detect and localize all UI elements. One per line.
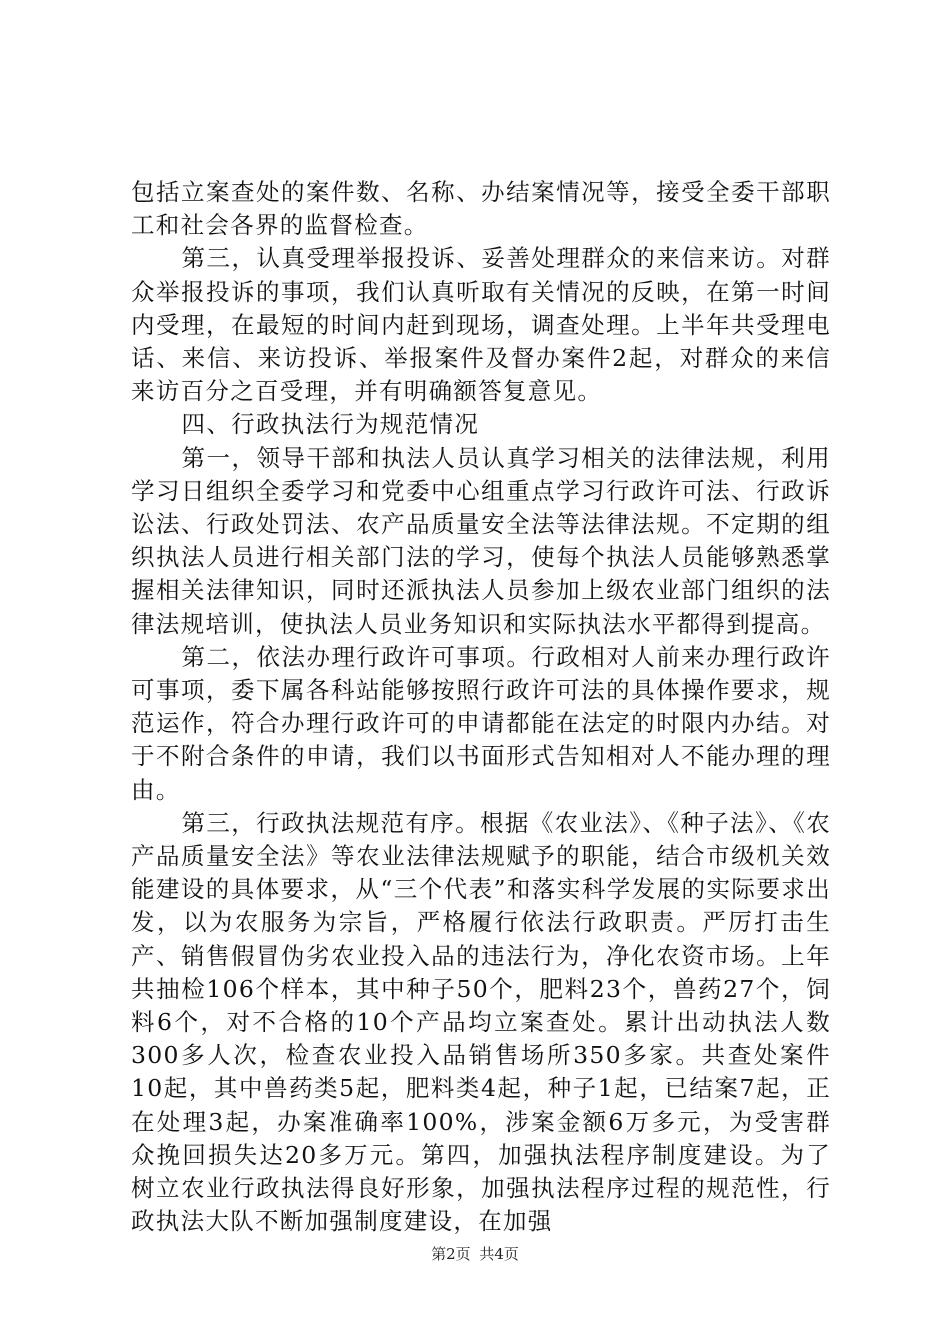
section-heading: 四、行政执法行为规范情况 xyxy=(181,410,480,439)
page-total: 共4页 xyxy=(479,1245,519,1263)
page-footer xyxy=(0,1243,950,1264)
paragraph-first-study: 第一，领导干部和执法人员认真学习相关的法律法规，利用学习日组织全委学习和党委中心组重点学习行政许可法、行政诉讼法、行政处罚法、农产品质量安全法等法律法规。不定期的组织执法人员进行相关部门法的学习，使每个执法人员能够熟悉掌握相关法律知识，同时还派执法人员参加上级农业部门组织的法律法规培训，使执法人员业务知识和实际执法水平都得到提高。 xyxy=(131,443,831,638)
page-number: 第2页 xyxy=(431,1245,471,1263)
paragraph-second-licensing: 第二，依法办理行政许可事项。行政相对人前来办理行政许可事项，委下属各科站能够按照行政许可法的具体操作要求，规范运作，符合办理行政许可的申请都能在法定的时限内办结。对于不附合条件的申请，我们以书面形式告知相对人不能办理的理由。 xyxy=(131,642,831,804)
paragraph-third-enforcement: 第三，行政执法规范有序。根据《农业法》、《种子法》、《农产品质量安全法》等农业法律法规赋予的职能，结合市级机关效能建设的具体要求，从“三个代表”和落实科学发展的实际要求出发，以为农服务为宗旨，严格履行依法行政职责。严厉打击生产、销售假冒伪劣农业投入品的违法行为，净化农资市场。上年共抽检106个样本，其中种子50个，肥料23个，兽药27个，饲料6个，对不合格的10个产品均立案查处。累计出动执法人数300多人次，检查农业投入品销售场所350多家。共查处案件10起，其中兽药类5起，肥料类4起，种子1起，已结案7起，正在处理3起，办案准确率100%，涉案金额6万多元，为受害群众挽回损失达20多万元。第四，加强执法程序制度建设。为了树立农业行政执法得良好形象，加强执法程序过程的规范性，行政执法大队不断加强制度建设，在加强 xyxy=(131,808,831,1236)
document-body xyxy=(131,176,831,1239)
paragraph-third-complaints: 第三，认真受理举报投诉、妥善处理群众的来信来访。对群众举报投诉的事项，我们认真听取有关情况的反映，在第一时间内受理，在最短的时间内赶到现场，调查处理。上半年共受理电话、来信、来访投诉、举报案件及督办案件2起，对群众的来信来访百分之百受理，并有明确额答复意见。 xyxy=(131,244,831,406)
paragraph-continuation: 包括立案查处的案件数、名称、办结案情况等，接受全委干部职工和社会各界的监督检查。 xyxy=(131,178,831,240)
